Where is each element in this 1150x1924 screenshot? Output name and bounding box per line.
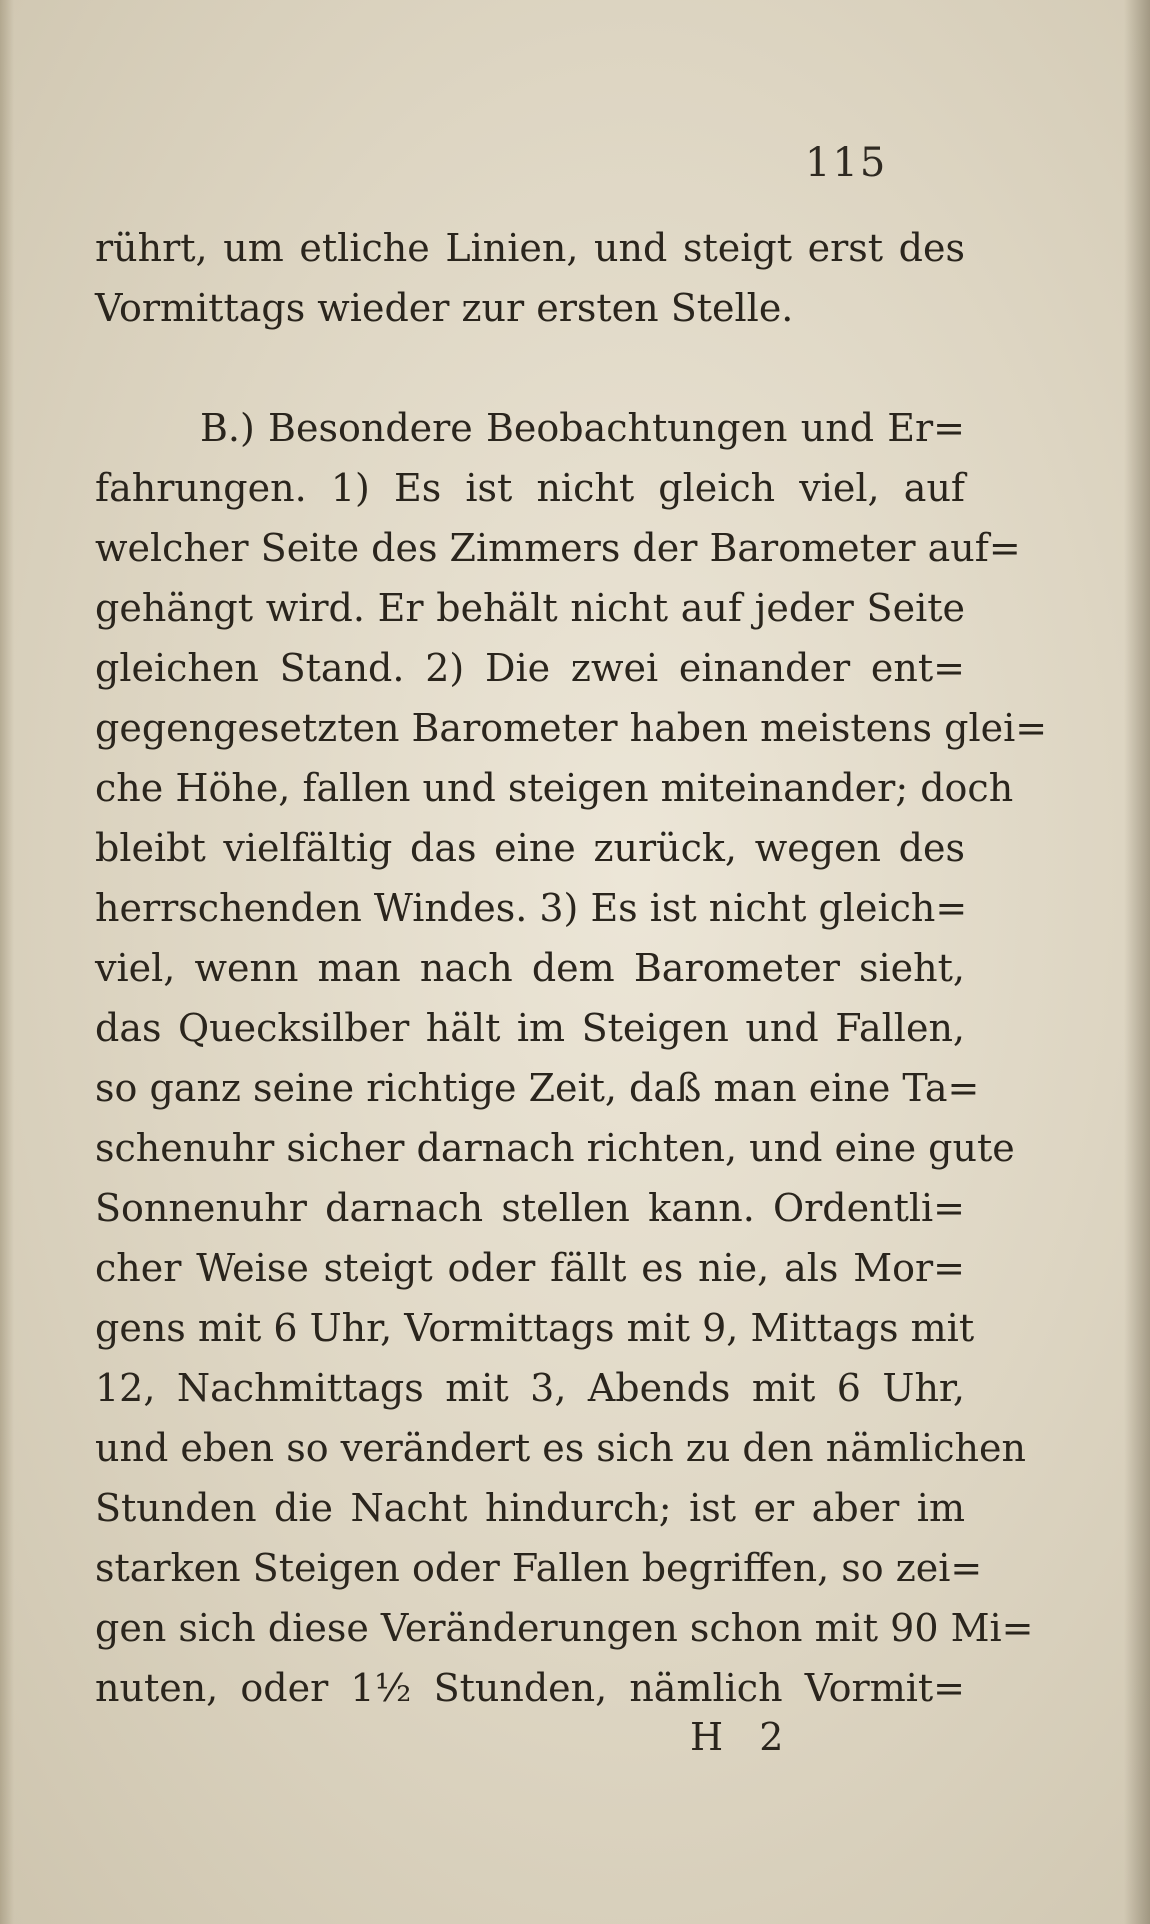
text-line: nuten, oder 1½ Stunden, nämlich Vormit= (95, 1666, 965, 1710)
paragraph-gap (95, 338, 965, 398)
text-line: welcher Seite des Zimmers der Barometer auf= (95, 526, 1021, 570)
text-line: gen sich diese Veränderungen schon mit 90 Mi= (95, 1606, 1034, 1650)
text-line: gehängt wird. Er behält nicht auf jeder Seite (95, 586, 965, 630)
text-line: schenuhr sicher darnach richten, und eine gute (95, 1126, 1015, 1170)
text-line: fahrungen. 1) Es ist nicht gleich viel, auf (95, 466, 965, 510)
text-line: und eben so verändert es sich zu den nämlichen (95, 1426, 1026, 1470)
text-line: 12, Nachmittags mit 3, Abends mit 6 Uhr, (95, 1366, 965, 1410)
page-left-edge (0, 0, 14, 1924)
text-line: gegengesetzten Barometer haben meistens glei= (95, 706, 1048, 750)
page-number: 115 (805, 140, 888, 186)
text-line: rührt, um etliche Linien, und steigt erst des (95, 226, 965, 270)
text-line: das Quecksilber hält im Steigen und Fallen, (95, 1006, 965, 1050)
text-line: gleichen Stand. 2) Die zwei einander ent= (95, 646, 965, 690)
text-line: herrschenden Windes. 3) Es ist nicht gleich= (95, 886, 968, 930)
text-line: Sonnenuhr darnach stellen kann. Ordentli= (95, 1186, 965, 1230)
page-gutter-shadow (1124, 0, 1150, 1924)
text-line: starken Steigen oder Fallen begriffen, so zei= (95, 1546, 983, 1590)
text-line: B.) Besondere Beobachtungen und Er= (200, 406, 965, 450)
text-line: cher Weise steigt oder fällt es nie, als Mor= (95, 1246, 965, 1290)
text-line: che Höhe, fallen und steigen miteinander; doch (95, 766, 1014, 810)
text-line: Vormittags wieder zur ersten Stelle. (95, 286, 794, 330)
body-text (95, 218, 1048, 1718)
text-line: gens mit 6 Uhr, Vormittags mit 9, Mittags mit (95, 1306, 975, 1350)
text-line: so ganz seine richtige Zeit, daß man eine Ta= (95, 1066, 980, 1110)
signature-mark: H 2 (690, 1715, 796, 1759)
text-line: Stunden die Nacht hindurch; ist er aber im (95, 1486, 965, 1530)
text-line: viel, wenn man nach dem Barometer sieht, (95, 946, 965, 990)
text-line: bleibt vielfältig das eine zurück, wegen des (95, 826, 965, 870)
